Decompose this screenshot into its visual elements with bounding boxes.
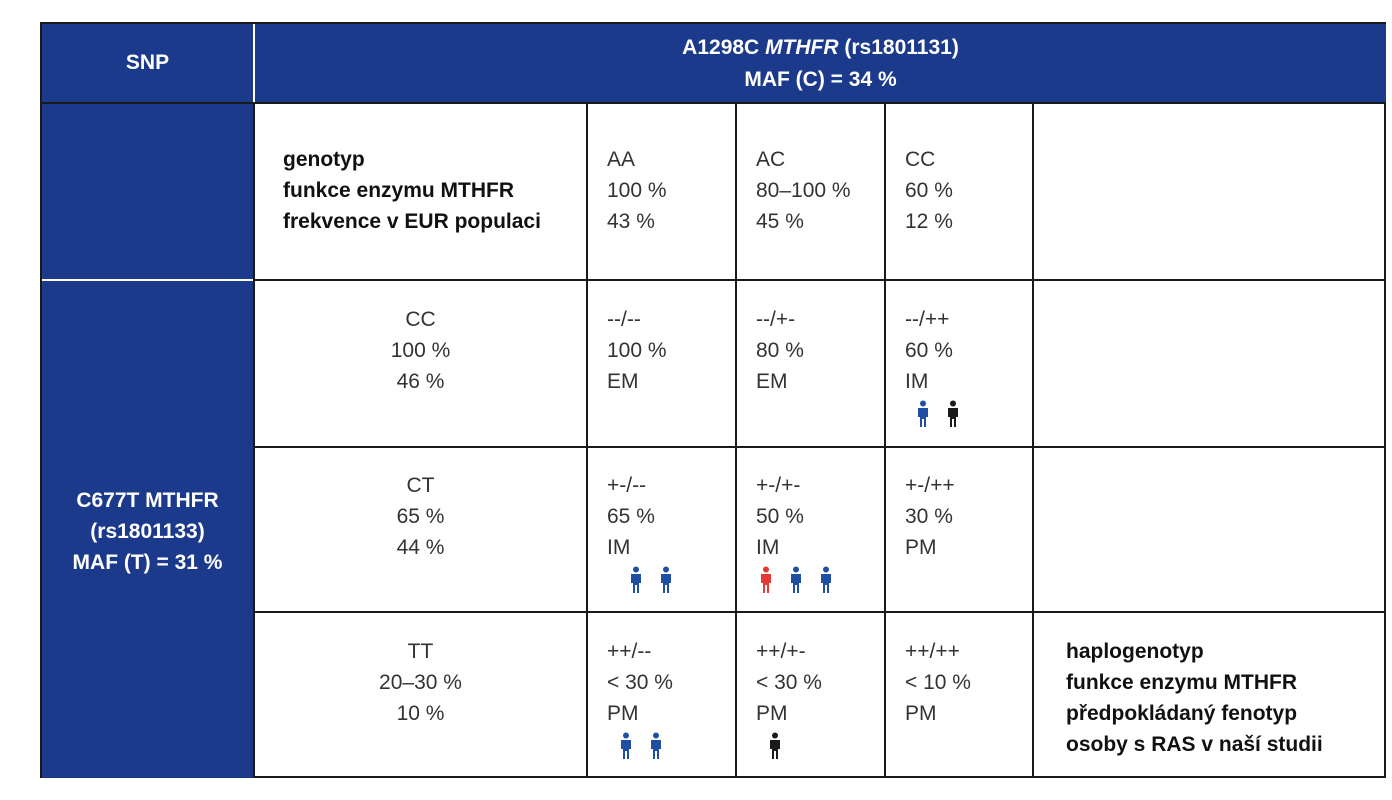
cell-haplotype: --/+- bbox=[756, 308, 796, 331]
person-icons bbox=[759, 566, 833, 594]
row-genotype: TT bbox=[407, 640, 434, 663]
legend-bottom-line2: funkce enzymu MTHFR bbox=[1066, 671, 1298, 694]
cell-phenotype: IM bbox=[905, 370, 929, 393]
legend-top-line2: funkce enzymu MTHFR bbox=[283, 179, 515, 202]
person-icon bbox=[619, 732, 633, 760]
grid-vline-2 bbox=[586, 102, 588, 778]
cell-haplotype: ++/+- bbox=[756, 640, 806, 663]
person-icons bbox=[629, 566, 673, 594]
grid-hline-2 bbox=[253, 446, 1386, 448]
cell-function: 50 % bbox=[756, 505, 804, 528]
cell-function: < 30 % bbox=[756, 671, 822, 694]
cell-haplotype: --/-- bbox=[607, 308, 641, 331]
row-header-ct bbox=[255, 470, 586, 563]
legend-top-line1: genotyp bbox=[283, 148, 365, 171]
column-genotype: CC bbox=[905, 148, 936, 171]
person-icon bbox=[768, 732, 782, 760]
column-frequency: 12 % bbox=[905, 210, 953, 233]
person-icons bbox=[916, 400, 960, 428]
row-genotype: CT bbox=[406, 474, 435, 497]
header-divider bbox=[253, 24, 255, 102]
column-function: 100 % bbox=[607, 179, 667, 202]
row-frequency: 10 % bbox=[396, 702, 445, 725]
column-header-ac bbox=[756, 144, 851, 237]
left-snp-line1: C677T MTHFR bbox=[76, 489, 219, 512]
cell-haplotype: ++/-- bbox=[607, 640, 652, 663]
left-snp-line3: MAF (T) = 31 % bbox=[72, 551, 223, 574]
cell-haplotype: +-/+- bbox=[756, 474, 801, 497]
header-bottom-line bbox=[42, 102, 1386, 104]
person-icons bbox=[768, 732, 782, 760]
column-genotype: AC bbox=[756, 148, 786, 171]
header-snp-cell bbox=[42, 24, 253, 102]
header-a1298c-cell bbox=[255, 24, 1386, 102]
legend-bottom-line4: osoby s RAS v naší studii bbox=[1066, 733, 1323, 756]
person-icon bbox=[946, 400, 960, 428]
column-function: 60 % bbox=[905, 179, 953, 202]
cell-tt-aa bbox=[607, 636, 673, 729]
cell-ct-ac bbox=[756, 470, 804, 563]
cell-tt-ac bbox=[756, 636, 822, 729]
row-header-cc bbox=[255, 304, 586, 397]
header-snp-name-prefix: A1298C bbox=[682, 36, 766, 59]
cell-haplotype: +-/-- bbox=[607, 474, 647, 497]
left-snp-line2: (rs1801133) bbox=[90, 520, 205, 543]
header-snp-label: SNP bbox=[125, 51, 170, 74]
person-icon bbox=[649, 732, 663, 760]
cell-phenotype: PM bbox=[905, 702, 937, 725]
cell-function: 80 % bbox=[756, 339, 804, 362]
mthfr-haplotype-table bbox=[40, 22, 1386, 778]
person-icon bbox=[659, 566, 673, 594]
grid-vline-5 bbox=[1032, 102, 1034, 778]
cell-function: < 30 % bbox=[607, 671, 673, 694]
person-icon bbox=[629, 566, 643, 594]
grid-vline-3 bbox=[735, 102, 737, 778]
cell-phenotype: IM bbox=[607, 536, 631, 559]
grid-vline-4 bbox=[884, 102, 886, 778]
column-frequency: 45 % bbox=[756, 210, 804, 233]
legend-bottom bbox=[1066, 636, 1323, 760]
cell-tt-cc bbox=[905, 636, 971, 729]
cell-cc-aa bbox=[607, 304, 667, 397]
cell-cc-ac bbox=[756, 304, 804, 397]
cell-cc-cc bbox=[905, 304, 953, 397]
column-genotype: AA bbox=[607, 148, 636, 171]
cell-haplotype: --/++ bbox=[905, 308, 950, 331]
person-icon bbox=[819, 566, 833, 594]
row-genotype: CC bbox=[405, 308, 436, 331]
cell-ct-aa bbox=[607, 470, 655, 563]
column-frequency: 43 % bbox=[607, 210, 655, 233]
cell-phenotype: EM bbox=[756, 370, 788, 393]
row-frequency: 44 % bbox=[396, 536, 445, 559]
grid-hline-1 bbox=[253, 279, 1386, 281]
cell-function: 65 % bbox=[607, 505, 655, 528]
legend-bottom-line3: předpokládaný fenotyp bbox=[1066, 702, 1298, 725]
legend-top-line3: frekvence v EUR populaci bbox=[283, 210, 541, 233]
cell-ct-cc bbox=[905, 470, 955, 563]
row-header-tt bbox=[255, 636, 586, 729]
cell-phenotype: PM bbox=[607, 702, 639, 725]
person-icon bbox=[759, 566, 773, 594]
left-column-divider bbox=[42, 279, 253, 281]
legend-bottom-line1: haplogenotyp bbox=[1066, 640, 1204, 663]
grid-hline-3 bbox=[253, 611, 1386, 613]
row-function: 20–30 % bbox=[379, 671, 462, 694]
column-header-aa bbox=[607, 144, 667, 237]
cell-haplotype: +-/++ bbox=[905, 474, 955, 497]
cell-haplotype: ++/++ bbox=[905, 640, 960, 663]
cell-phenotype: EM bbox=[607, 370, 639, 393]
row-function: 100 % bbox=[390, 339, 451, 362]
column-function: 80–100 % bbox=[756, 179, 851, 202]
cell-function: 30 % bbox=[905, 505, 953, 528]
person-icons bbox=[619, 732, 663, 760]
person-icon bbox=[916, 400, 930, 428]
legend-top bbox=[283, 144, 541, 237]
row-frequency: 46 % bbox=[396, 370, 445, 393]
row-function: 65 % bbox=[396, 505, 445, 528]
left-snp-column bbox=[42, 104, 253, 778]
cell-phenotype: PM bbox=[756, 702, 788, 725]
header-snp-name-suffix: (rs1801131) bbox=[838, 36, 959, 59]
header-snp-gene: MTHFR bbox=[765, 36, 839, 59]
cell-function: < 10 % bbox=[905, 671, 971, 694]
header-a1298c-maf: MAF (C) = 34 % bbox=[744, 68, 897, 91]
cell-phenotype: IM bbox=[756, 536, 780, 559]
cell-phenotype: PM bbox=[905, 536, 937, 559]
person-icon bbox=[789, 566, 803, 594]
header-a1298c-title bbox=[255, 32, 1386, 63]
column-header-cc bbox=[905, 144, 953, 237]
cell-function: 100 % bbox=[607, 339, 667, 362]
cell-function: 60 % bbox=[905, 339, 953, 362]
